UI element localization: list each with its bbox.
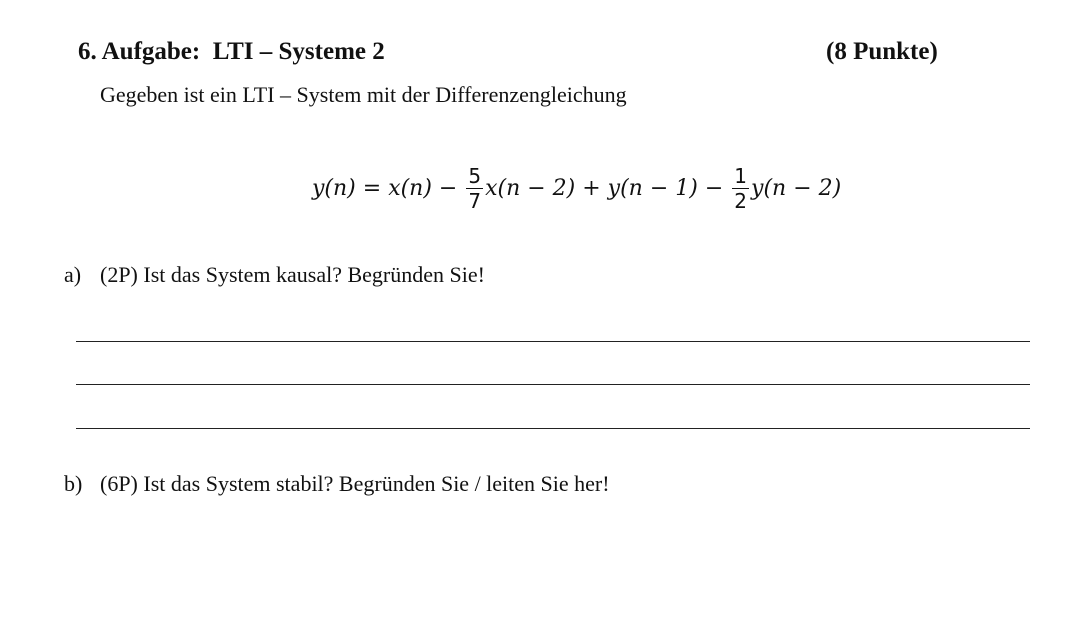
- task-points: (8 Punkte): [826, 38, 938, 65]
- equation-term-1: x(n) −: [388, 175, 465, 201]
- question-a-label: a): [64, 262, 82, 287]
- fraction-1-numerator: 5: [468, 163, 482, 188]
- equation-lhs: y(n): [312, 175, 356, 201]
- fraction-2-numerator: 1: [734, 163, 748, 188]
- question-b-text: (6P) Ist das System stabil? Begründen Sie / leiten Sie her!: [100, 471, 610, 496]
- answer-line-2[interactable]: [76, 384, 1030, 385]
- equation-term-3: y(n − 2): [751, 175, 842, 201]
- difference-equation: [312, 158, 841, 218]
- answer-line-3[interactable]: [76, 428, 1030, 429]
- question-b: [64, 471, 610, 497]
- question-b-label: b): [64, 471, 83, 496]
- fraction-five-sevenths: [466, 165, 483, 212]
- equation-equals: =: [355, 175, 389, 201]
- question-a-text: (2P) Ist das System kausal? Begründen Sie!: [100, 262, 485, 287]
- equation-term-2: x(n − 2) + y(n − 1) −: [485, 175, 731, 201]
- task-intro: Gegeben ist ein LTI – System mit der Differenzengleichung: [100, 82, 627, 107]
- fraction-one-half: [732, 165, 749, 212]
- question-a: [64, 262, 485, 288]
- answer-line-1[interactable]: [76, 341, 1030, 342]
- task-title: 6. Aufgabe: LTI – Systeme 2: [78, 38, 385, 65]
- fraction-2-denominator: 2: [734, 188, 748, 213]
- fraction-1-denominator: 7: [468, 188, 482, 213]
